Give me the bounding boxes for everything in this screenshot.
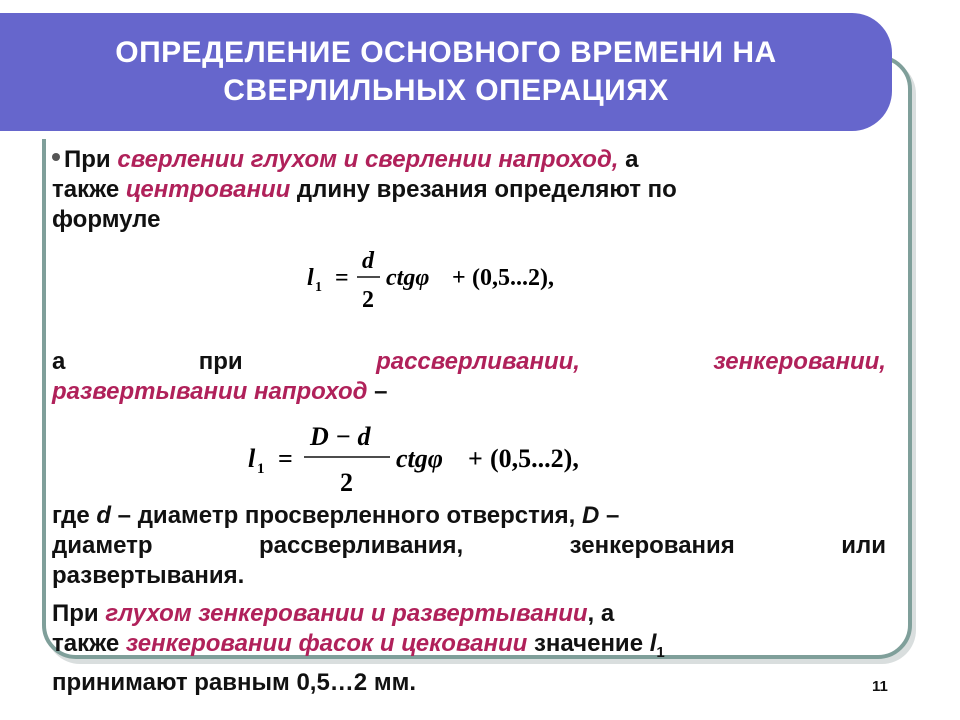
highlight-drilling: сверлении глухом и сверлении напроход, (117, 146, 619, 173)
text: – (599, 502, 620, 529)
formula-1-func: ctgφ (386, 265, 430, 291)
text: – диаметр просверленного отверстия, (111, 502, 582, 529)
paragraph-2-line-2 (52, 377, 886, 407)
paragraph-3-line-2 (52, 531, 886, 561)
symbol-l1-sub: 1 (656, 643, 665, 661)
symbol-D: D (582, 502, 600, 529)
text (52, 501, 619, 531)
paragraph-1 (52, 145, 886, 235)
highlight-through-reaming: развертывании напроход (52, 378, 368, 405)
slide-content (52, 145, 886, 698)
title-bar (0, 13, 892, 131)
highlight-chamfer-countersinking: зенкеровании фасок и цековании (125, 630, 528, 657)
text: а (618, 146, 639, 173)
title-line-1: ОПРЕДЕЛЕНИЕ ОСНОВНОГО ВРЕМЕНИ НА (115, 36, 777, 69)
formula-1-lhs-sub: 1 (315, 280, 322, 295)
text: где (52, 502, 97, 529)
formula-1-range: (0,5...2), (472, 265, 554, 291)
formula-2-lhs-sub: 1 (257, 461, 265, 477)
formula-1-plus: + (452, 265, 466, 291)
text: формуле (52, 206, 161, 233)
formula-2-func: ctgφ (396, 444, 443, 473)
highlight-countersinking: зенкеровании, (713, 348, 886, 375)
text: значение (527, 630, 650, 657)
formula-2-plus: + (468, 444, 483, 473)
paragraph-2-line-1 (52, 347, 886, 377)
formula-1-denominator: 2 (362, 287, 374, 311)
page-number: 11 (872, 678, 888, 695)
paragraph-3-line-1 (52, 501, 886, 531)
formula-2-eq: = (278, 444, 293, 473)
symbol-l1: l (649, 630, 657, 657)
text: развертывания. (52, 562, 245, 589)
highlight-blind-countersinking: глухом зенкеровании и развертывании (105, 600, 588, 627)
formula-1-eq: = (335, 265, 349, 291)
text: также (52, 630, 126, 657)
text: также (52, 176, 126, 203)
text: – (367, 378, 388, 405)
formula-1 (52, 235, 886, 311)
paragraph-4 (52, 599, 886, 698)
text: , а (587, 600, 615, 627)
text: длину врезания определяют по (290, 176, 677, 203)
formula-1-numerator: d (362, 248, 374, 274)
symbol-d: d (96, 502, 112, 529)
formula-1-lhs: l (307, 265, 314, 291)
formula-2-range: (0,5...2), (490, 444, 579, 473)
highlight-centering: центровании (125, 176, 291, 203)
bullet-icon (52, 153, 60, 161)
highlight-reaming: рассверливании, (376, 348, 580, 375)
title-line-2: СВЕРЛИЛЬНЫХ ОПЕРАЦИЯХ (223, 74, 669, 107)
text: при (198, 348, 243, 375)
text: принимают равным 0,5…2 мм. (52, 668, 416, 696)
title-underline (0, 131, 850, 139)
formula-2-numerator: D − d (310, 422, 371, 451)
paragraph-3-line-3 (52, 561, 886, 591)
formula-2 (52, 407, 886, 497)
text: При (64, 146, 118, 173)
text: а (52, 348, 66, 375)
text: диаметр рассверливания, зенкерования или (52, 532, 886, 559)
formula-2-lhs: l (248, 444, 256, 473)
formula-2-denominator: 2 (340, 468, 353, 497)
text: При (52, 600, 106, 627)
